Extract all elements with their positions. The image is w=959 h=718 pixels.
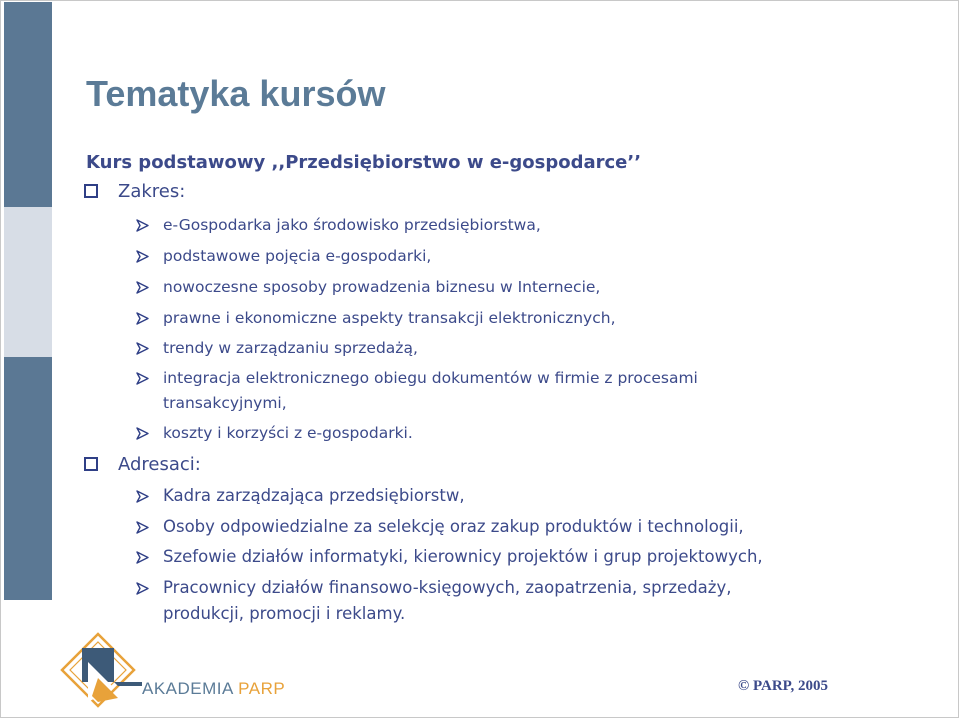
arrow-bullet-icon: [136, 582, 149, 595]
arrow-bullet-icon: [136, 521, 149, 534]
arrow-bullet-icon: [136, 551, 149, 564]
page-title: Tematyka kursów: [86, 73, 386, 114]
checkbox-bullet-icon: [84, 184, 98, 198]
list-item-text: e-Gospodarka jako środowisko przedsiębiorstwa,: [163, 216, 541, 234]
logo-word-akademia: AKADEMIA: [142, 679, 233, 698]
list-item-text: Osoby odpowiedzialne za selekcję oraz zakup produktów i technologii,: [163, 517, 744, 536]
arrow-bullet-icon: [136, 342, 149, 355]
arrow-bullet-icon: [136, 490, 149, 503]
logo-wordmark: [142, 679, 285, 699]
scope-heading: [84, 180, 185, 204]
list-item-text: podstawowe pojęcia e-gospodarki,: [163, 247, 432, 265]
arrow-bullet-icon: [136, 312, 149, 325]
list-item-text: trendy w zarządzaniu sprzedażą,: [163, 339, 418, 357]
arrow-bullet-icon: [136, 427, 149, 440]
sidebar-stripe: [4, 2, 52, 207]
arrow-bullet-icon: [136, 281, 149, 294]
copyright-notice: © PARP, 2005: [738, 678, 828, 694]
audience-heading: [84, 453, 201, 477]
list-item-text: nowoczesne sposoby prowadzenia biznesu w Internecie,: [163, 278, 601, 296]
sidebar-stripe: [4, 357, 52, 600]
list-item-text-continued: transakcyjnymi,: [163, 394, 287, 412]
arrow-bullet-icon: [136, 250, 149, 263]
list-item-text-continued: produkcji, promocji i reklamy.: [163, 604, 406, 623]
list-item-text: koszty i korzyści z e-gospodarki.: [163, 424, 413, 442]
list-item-text: Pracownicy działów finansowo-księgowych, zaopatrzenia, sprzedaży,: [163, 578, 732, 597]
list-item-text: prawne i ekonomiczne aspekty transakcji elektronicznych,: [163, 309, 616, 327]
list-item-text: integracja elektronicznego obiegu dokumentów w firmie z procesami: [163, 369, 698, 387]
audience-heading-label: Adresaci:: [118, 454, 201, 475]
arrow-bullet-icon: [136, 372, 149, 385]
course-subtitle: Kurs podstawowy ,,Przedsiębiorstwo w e-gospodarce’’: [86, 152, 642, 173]
checkbox-bullet-icon: [84, 457, 98, 471]
sidebar-stripe: [4, 207, 52, 357]
list-item-text: Kadra zarządzająca przedsiębiorstw,: [163, 486, 465, 505]
logo-word-parp: PARP: [238, 679, 286, 698]
arrow-bullet-icon: [136, 219, 149, 232]
scope-heading-label: Zakres:: [118, 181, 186, 202]
list-item-text: Szefowie działów informatyki, kierownicy projektów i grup projektowych,: [163, 547, 763, 566]
